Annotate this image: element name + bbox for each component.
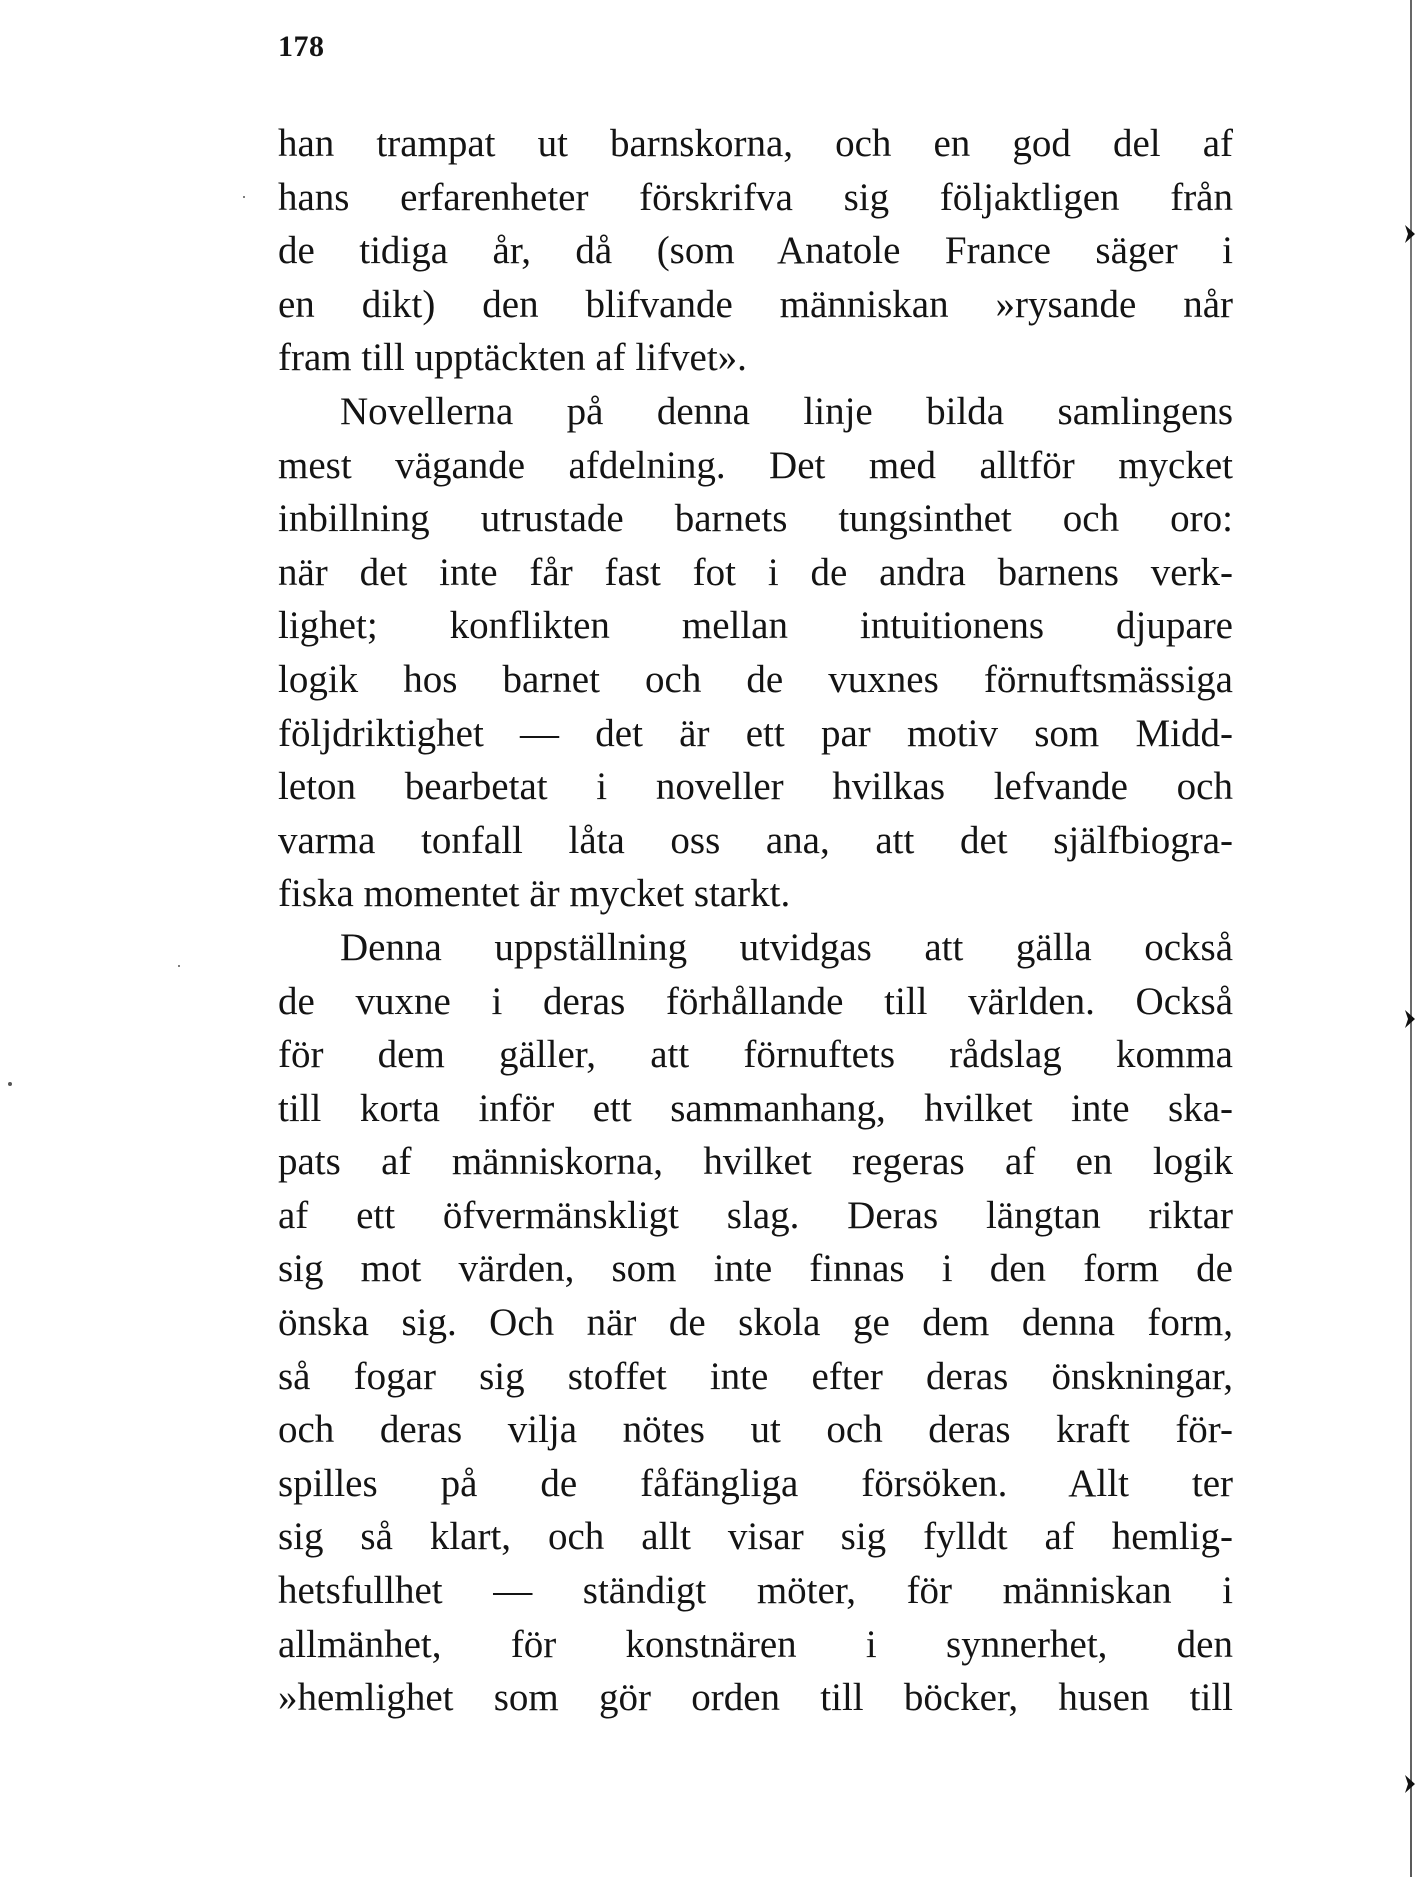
text-line: lighet; konflikten mellan intuitionens djupare <box>278 604 1233 648</box>
paper-speck <box>8 1082 12 1086</box>
text-line: leton bearbetat i noveller hvilkas lefvande och <box>278 765 1233 809</box>
text-line: hans erfarenheter förskrifva sig följaktligen från <box>278 175 1233 219</box>
text-line: och deras vilja nötes ut och deras kraft för- <box>278 1408 1233 1452</box>
text-line: till korta inför ett sammanhang, hvilket inte ska- <box>278 1086 1233 1130</box>
text-line: hetsfullhet — ständigt möter, för människan i <box>278 1569 1233 1613</box>
text-line: han trampat ut barnskorna, och en god del af <box>278 122 1233 165</box>
text-line: de tidiga år, då (som Anatole France säger i <box>278 229 1233 273</box>
paper-speck <box>243 196 245 198</box>
paper-speck <box>178 965 180 967</box>
text-line: sig så klart, och allt visar sig fylldt af hemlig- <box>278 1515 1233 1559</box>
text-line: en dikt) den blifvande människan »rysande når <box>278 282 1233 326</box>
text-line: så fogar sig stoffet inte efter deras önskningar, <box>278 1354 1233 1398</box>
text-line: sig mot värden, som inte finnas i den form de <box>278 1247 1233 1291</box>
text-line: allmänhet, för konstnären i synnerhet, den <box>278 1622 1233 1666</box>
text-line: önska sig. Och när de skola ge dem denna form, <box>278 1301 1233 1345</box>
text-line: Denna uppställning utvidgas att gälla också <box>340 925 1233 969</box>
text-line: af ett öfvermänskligt slag. Deras längtan riktar <box>278 1193 1233 1237</box>
text-line: för dem gäller, att förnuftets rådslag komma <box>278 1033 1233 1077</box>
text-line: spilles på de fåfängliga försöken. Allt ter <box>278 1461 1233 1505</box>
text-line: pats af människorna, hvilket regeras af en logik <box>278 1140 1233 1184</box>
page-edge-line <box>1410 0 1412 1877</box>
text-line: logik hos barnet och de vuxnes förnuftsmässiga <box>278 657 1233 701</box>
text-line: fram till upptäckten af lifvet». <box>278 336 747 380</box>
text-line: »hemlighet som gör orden till böcker, husen till <box>278 1676 1233 1720</box>
text-line: fiska momentet är mycket starkt. <box>278 872 791 916</box>
page-number: 178 <box>278 30 325 63</box>
body-text <box>278 117 1233 1725</box>
text-line: inbillning utrustade barnets tungsinthet och oro: <box>278 497 1233 541</box>
text-line: följdriktighet — det är ett par motiv som Midd- <box>278 711 1233 755</box>
text-line: Novellerna på denna linje bilda samlingens <box>340 389 1233 433</box>
text-line: de vuxne i deras förhållande till världen. Också <box>278 979 1233 1023</box>
text-line: varma tonfall låta oss ana, att det själfbiogra- <box>278 818 1233 862</box>
text-line: när det inte får fast fot i de andra barnens verk- <box>278 550 1233 594</box>
text-line: mest vägande afdelning. Det med alltför mycket <box>278 443 1233 487</box>
